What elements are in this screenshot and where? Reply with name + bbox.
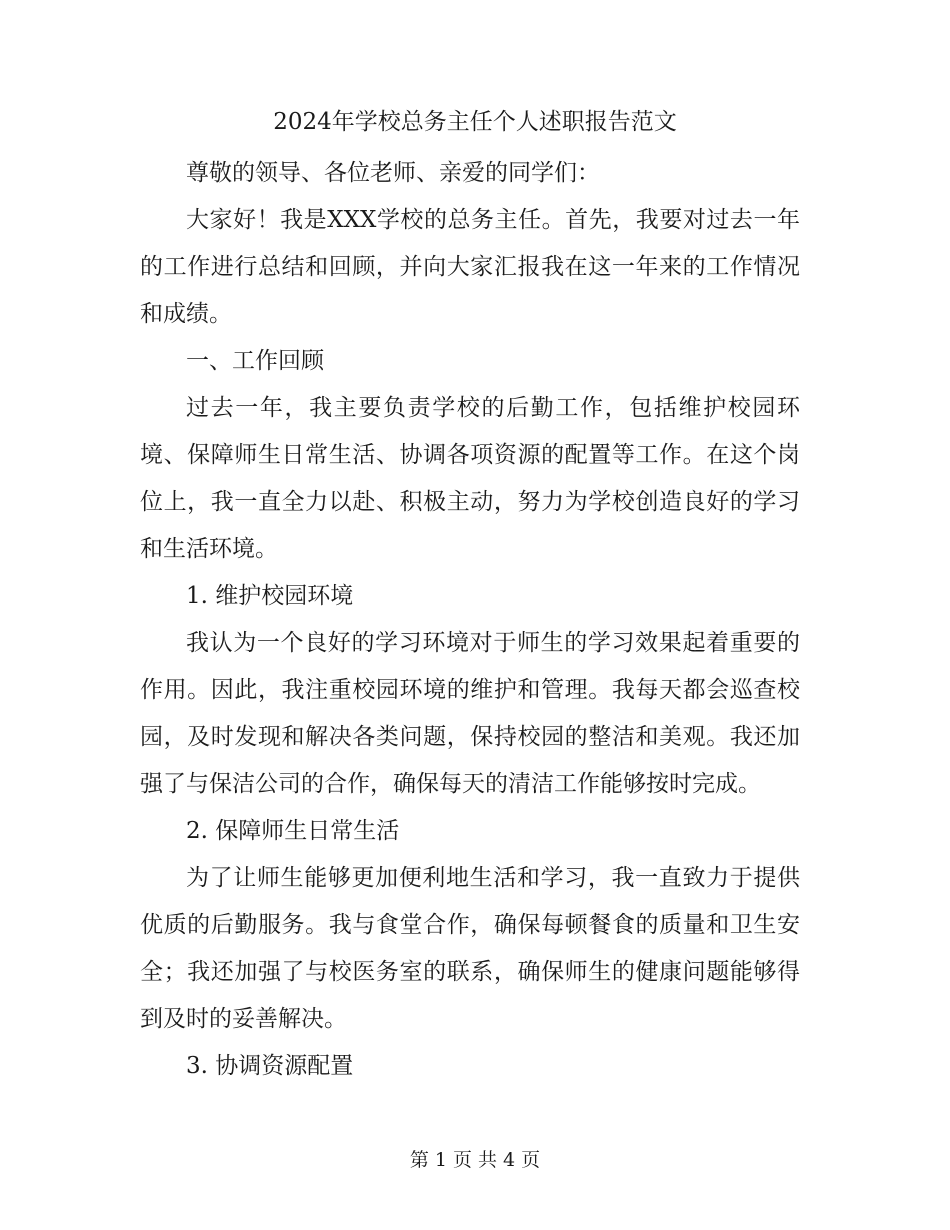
page-number-footer: 第 1 页 共 4 页 [409, 1149, 541, 1171]
document-body [140, 150, 800, 1090]
salutation: 尊敬的领导、各位老师、亲爱的同学们： [186, 160, 600, 186]
daily-life-paragraph: 为了让师生能够更加便利地生活和学习，我一直致力于提供优质的后勤服务。我与食堂合作，确保每顿餐食的质量和卫生安全；我还加强了与校医务室的联系，确保师生的健康问题能够得到及时的妥善解决。 [140, 865, 800, 1032]
subheading-resource-allocation: 3. 协调资源配置 [186, 1053, 354, 1079]
section-heading-work-review: 一、工作回顾 [186, 348, 324, 374]
intro-paragraph: 大家好！我是XXX学校的总务主任。首先，我要对过去一年的工作进行总结和回顾，并向大家汇报我在这一年来的工作情况和成绩。 [140, 207, 800, 327]
work-review-paragraph: 过去一年，我主要负责学校的后勤工作，包括维护校园环境、保障师生日常生活、协调各项资源的配置等工作。在这个岗位上，我一直全力以赴、积极主动，努力为学校创造良好的学习和生活环境。 [140, 395, 800, 562]
subheading-campus-environment: 1. 维护校园环境 [186, 583, 354, 609]
subheading-daily-life: 2. 保障师生日常生活 [186, 818, 400, 844]
campus-environment-paragraph: 我认为一个良好的学习环境对于师生的学习效果起着重要的作用。因此，我注重校园环境的维护和管理。我每天都会巡查校园，及时发现和解决各类问题，保持校园的整洁和美观。我还加强了与保洁公司的合作，确保每天的清洁工作能够按时完成。 [140, 630, 800, 797]
document-title: 2024年学校总务主任个人述职报告范文 [273, 109, 677, 135]
